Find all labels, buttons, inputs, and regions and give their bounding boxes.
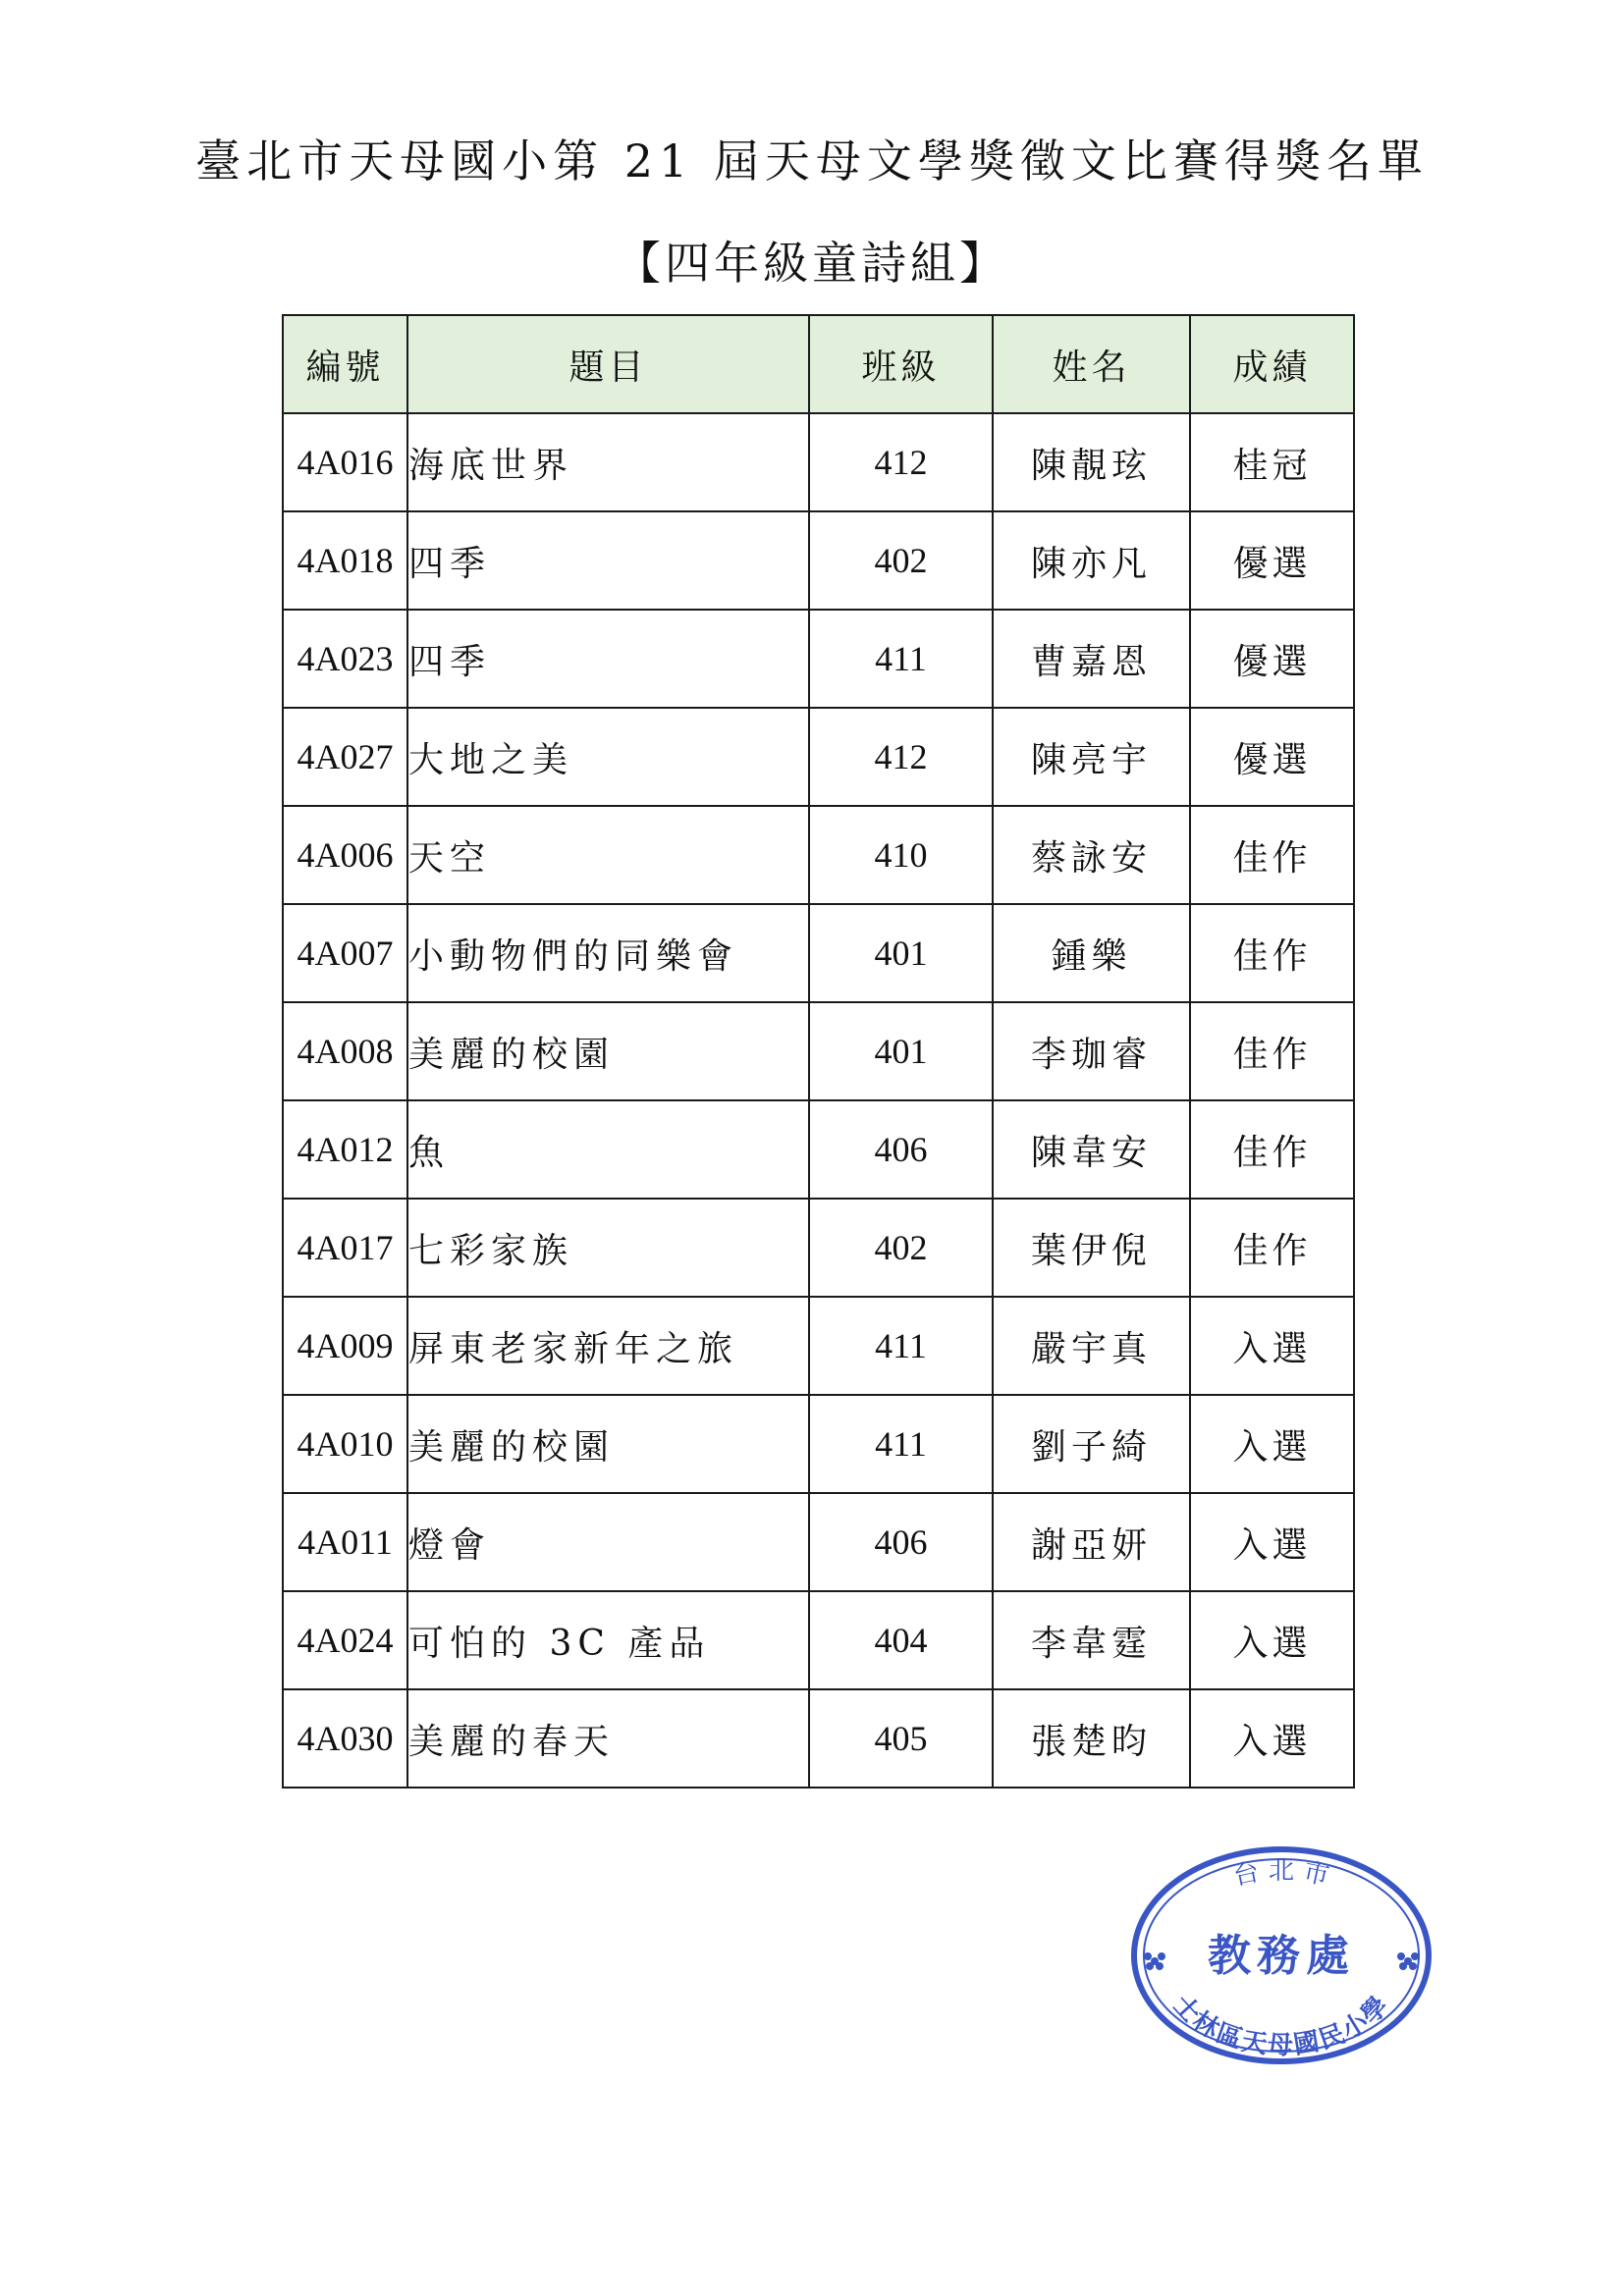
- cell-name: 蔡詠安: [993, 806, 1190, 904]
- results-table-body: [283, 413, 1354, 1788]
- cell-title: 四季: [407, 610, 809, 708]
- cell-name: 葉伊倪: [993, 1199, 1190, 1297]
- results-table: [282, 314, 1355, 1789]
- cell-result: 優選: [1190, 610, 1354, 708]
- table-row: [283, 1297, 1354, 1395]
- header-name: 姓名: [993, 315, 1190, 413]
- table-header-row: [283, 315, 1354, 413]
- cell-class: 402: [809, 511, 993, 610]
- cell-result: 入選: [1190, 1591, 1354, 1689]
- cell-id: 4A007: [283, 904, 407, 1002]
- cell-class: 412: [809, 708, 993, 806]
- cell-result: 佳作: [1190, 1002, 1354, 1100]
- cell-class: 406: [809, 1493, 993, 1591]
- plum-blossom-icon: [1144, 1952, 1165, 1970]
- cell-title: 海底世界: [407, 413, 809, 511]
- table-row: [283, 1493, 1354, 1591]
- cell-class: 405: [809, 1689, 993, 1788]
- cell-result: 優選: [1190, 708, 1354, 806]
- cell-title: 大地之美: [407, 708, 809, 806]
- cell-title: 美麗的校園: [407, 1395, 809, 1493]
- header-title: 題目: [407, 315, 809, 413]
- table-row: [283, 610, 1354, 708]
- cell-name: 李珈睿: [993, 1002, 1190, 1100]
- cell-id: 4A027: [283, 708, 407, 806]
- cell-id: 4A011: [283, 1493, 407, 1591]
- cell-result: 入選: [1190, 1493, 1354, 1591]
- cell-result: 佳作: [1190, 1199, 1354, 1297]
- seal-center-text: 教務處: [1208, 1931, 1355, 1981]
- cell-title: 可怕的 3C 產品: [407, 1591, 809, 1689]
- cell-class: 404: [809, 1591, 993, 1689]
- cell-title: 七彩家族: [407, 1199, 809, 1297]
- cell-title: 燈會: [407, 1493, 809, 1591]
- cell-class: 411: [809, 1297, 993, 1395]
- page-title: 臺北市天母國小第 21 屆天母文學獎徵文比賽得獎名單: [195, 134, 1429, 187]
- cell-name: 曹嘉恩: [993, 610, 1190, 708]
- school-seal-stamp: [1129, 1845, 1434, 2066]
- cell-id: 4A016: [283, 413, 407, 511]
- cell-class: 401: [809, 1002, 993, 1100]
- cell-class: 401: [809, 904, 993, 1002]
- cell-name: 陳亦凡: [993, 511, 1190, 610]
- cell-class: 412: [809, 413, 993, 511]
- cell-id: 4A010: [283, 1395, 407, 1493]
- cell-name: 鍾樂: [993, 904, 1190, 1002]
- cell-title: 天空: [407, 806, 809, 904]
- cell-id: 4A009: [283, 1297, 407, 1395]
- cell-id: 4A023: [283, 610, 407, 708]
- cell-title: 魚: [407, 1100, 809, 1199]
- cell-result: 入選: [1190, 1297, 1354, 1395]
- cell-id: 4A006: [283, 806, 407, 904]
- cell-name: 李韋霆: [993, 1591, 1190, 1689]
- cell-class: 406: [809, 1100, 993, 1199]
- header-id: 編號: [283, 315, 407, 413]
- cell-name: 陳靚玹: [993, 413, 1190, 511]
- table-row: [283, 511, 1354, 610]
- cell-title: 美麗的春天: [407, 1689, 809, 1788]
- table-row: [283, 1002, 1354, 1100]
- cell-name: 謝亞妍: [993, 1493, 1190, 1591]
- table-row: [283, 1199, 1354, 1297]
- cell-title: 四季: [407, 511, 809, 610]
- cell-id: 4A018: [283, 511, 407, 610]
- cell-id: 4A017: [283, 1199, 407, 1297]
- cell-name: 張楚昀: [993, 1689, 1190, 1788]
- cell-title: 小動物們的同樂會: [407, 904, 809, 1002]
- cell-id: 4A024: [283, 1591, 407, 1689]
- cell-result: 入選: [1190, 1689, 1354, 1788]
- cell-result: 佳作: [1190, 904, 1354, 1002]
- cell-result: 桂冠: [1190, 413, 1354, 511]
- table-row: [283, 413, 1354, 511]
- cell-id: 4A012: [283, 1100, 407, 1199]
- cell-class: 410: [809, 806, 993, 904]
- table-row: [283, 904, 1354, 1002]
- cell-name: 陳亮宇: [993, 708, 1190, 806]
- cell-name: 陳韋安: [993, 1100, 1190, 1199]
- cell-result: 優選: [1190, 511, 1354, 610]
- cell-result: 佳作: [1190, 1100, 1354, 1199]
- cell-title: 美麗的校園: [407, 1002, 809, 1100]
- table-row: [283, 1100, 1354, 1199]
- cell-class: 411: [809, 1395, 993, 1493]
- table-row: [283, 708, 1354, 806]
- cell-class: 402: [809, 1199, 993, 1297]
- cell-id: 4A008: [283, 1002, 407, 1100]
- table-row: [283, 1591, 1354, 1689]
- cell-result: 入選: [1190, 1395, 1354, 1493]
- header-result: 成績: [1190, 315, 1354, 413]
- header-class: 班級: [809, 315, 993, 413]
- cell-title: 屏東老家新年之旅: [407, 1297, 809, 1395]
- cell-id: 4A030: [283, 1689, 407, 1788]
- cell-class: 411: [809, 610, 993, 708]
- plum-blossom-icon: [1397, 1952, 1419, 1970]
- table-row: [283, 1395, 1354, 1493]
- cell-name: 劉子綺: [993, 1395, 1190, 1493]
- table-row: [283, 1689, 1354, 1788]
- cell-name: 嚴宇真: [993, 1297, 1190, 1395]
- seal-top-text: 台 北 市: [1230, 1856, 1332, 1893]
- page-subtitle: 【四年級童詩組】: [616, 237, 1008, 290]
- seal-bottom-text: 士林區天母國民小學: [1166, 1990, 1396, 2060]
- table-row: [283, 806, 1354, 904]
- cell-result: 佳作: [1190, 806, 1354, 904]
